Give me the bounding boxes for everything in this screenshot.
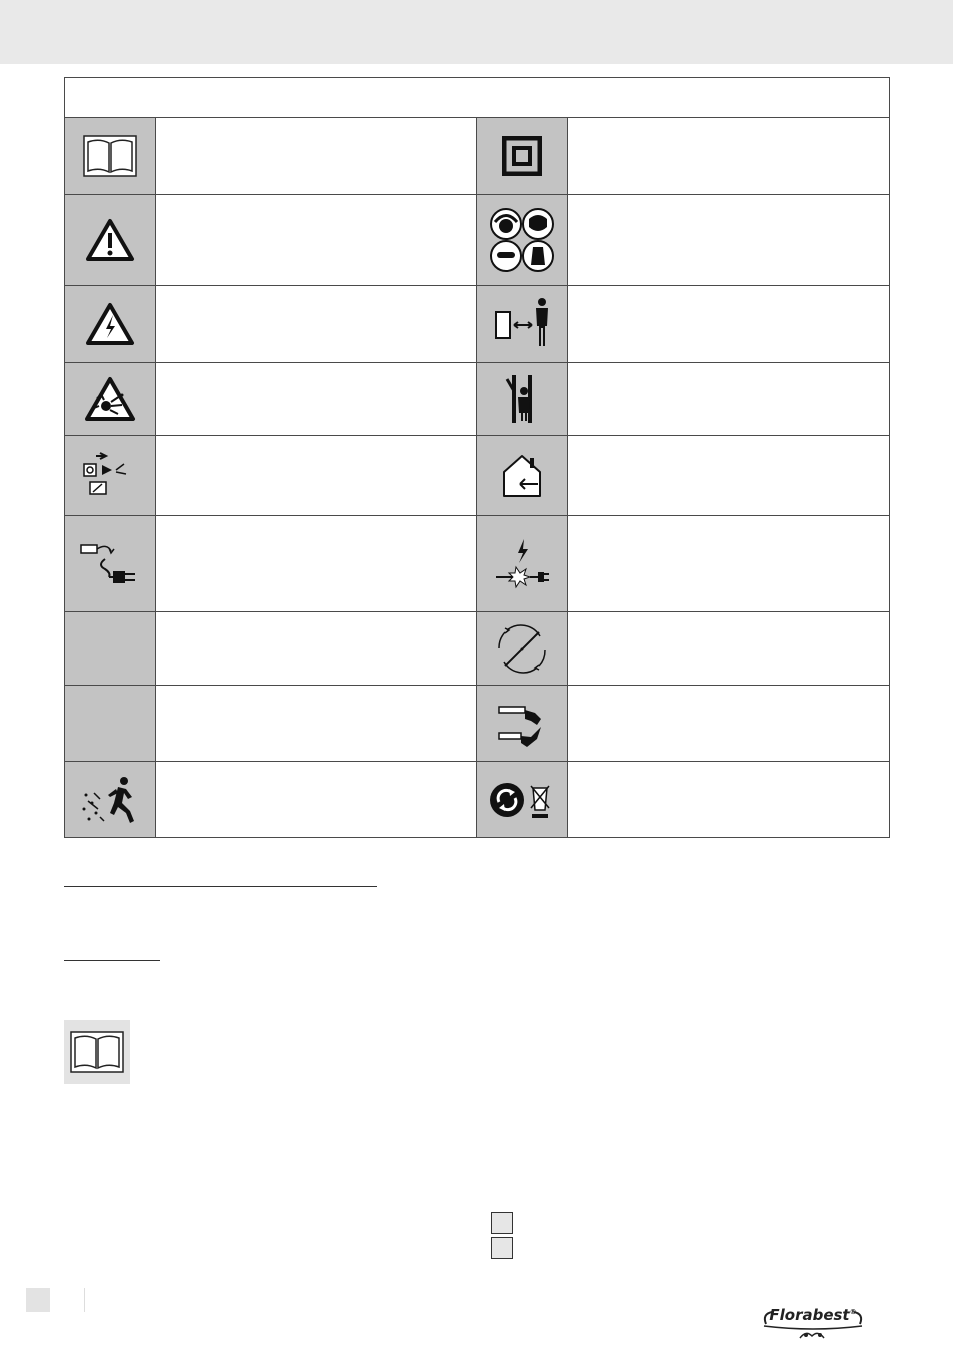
page-number-tab bbox=[26, 1288, 50, 1312]
table-row-5-right-icon-cell bbox=[477, 436, 567, 516]
table-row-7-right-text bbox=[568, 612, 889, 686]
table-row-3-right-icon-cell bbox=[477, 286, 567, 363]
keep-distance-icon bbox=[492, 296, 552, 352]
table-row-7-right-icon-cell bbox=[477, 612, 567, 686]
table-row-4-left-text bbox=[156, 363, 476, 436]
table-row-3-left-text bbox=[156, 286, 476, 363]
table-row-5-left-icon-cell bbox=[65, 436, 155, 516]
table-row-4-right-icon-cell bbox=[477, 363, 567, 436]
electric-shock-warning-icon bbox=[85, 302, 135, 346]
table-row-7-left-icon-cell bbox=[65, 612, 155, 686]
recycling-disposal-icon bbox=[489, 780, 555, 820]
page-footer-divider bbox=[84, 1288, 85, 1312]
slip-fall-hazard-icon bbox=[80, 775, 140, 825]
checkbox[interactable] bbox=[491, 1212, 513, 1234]
keep-children-away-icon bbox=[502, 373, 542, 425]
damaged-cable-hazard-icon bbox=[494, 537, 550, 591]
table-row-6-left-icon-cell bbox=[65, 516, 155, 612]
table-row-2-left-text bbox=[156, 195, 476, 286]
symbols-table-header bbox=[65, 78, 889, 118]
table-row-6-right-text bbox=[568, 516, 889, 612]
table-row-3-right-text bbox=[568, 286, 889, 363]
page-top-band bbox=[0, 0, 953, 64]
table-row-6-left-text bbox=[156, 516, 476, 612]
florabest-logo bbox=[760, 1302, 866, 1342]
disconnect-before-maintenance-icon bbox=[82, 450, 138, 502]
table-row-8-right-icon-cell bbox=[477, 686, 567, 762]
section-heading-underline bbox=[64, 886, 377, 887]
symbols-table bbox=[64, 77, 890, 838]
table-row-6-right-icon-cell bbox=[477, 516, 567, 612]
subsection-heading-underline bbox=[64, 960, 160, 961]
table-row-4-left-icon-cell bbox=[65, 363, 155, 436]
table-row-9-left-text bbox=[156, 762, 476, 837]
cutting-hazard-hands-icon bbox=[497, 699, 547, 749]
table-row-8-right-text bbox=[568, 686, 889, 762]
table-row-8-left-text bbox=[156, 686, 476, 762]
wear-protective-equipment-icon bbox=[489, 207, 555, 273]
table-row-5-left-text bbox=[156, 436, 476, 516]
table-row-9-right-icon-cell bbox=[477, 762, 567, 837]
table-row-4-right-text bbox=[568, 363, 889, 436]
table-row-2-right-text bbox=[568, 195, 889, 286]
table-row-1-left-icon-cell bbox=[65, 118, 155, 195]
table-row-1-right-icon-cell bbox=[477, 118, 567, 195]
protection-class-ii-icon bbox=[502, 136, 542, 176]
warning-triangle-icon bbox=[85, 218, 135, 262]
table-row-5-right-text bbox=[568, 436, 889, 516]
registered-mark: ® bbox=[849, 1308, 857, 1316]
table-row-3-left-icon-cell bbox=[65, 286, 155, 363]
table-row-9-left-icon-cell bbox=[65, 762, 155, 837]
do-not-use-in-rain-icon bbox=[500, 452, 544, 500]
table-row-2-right-icon-cell bbox=[477, 195, 567, 286]
brand-name: Florabest bbox=[769, 1306, 850, 1324]
table-row-8-left-icon-cell bbox=[65, 686, 155, 762]
table-row-1-left-text bbox=[156, 118, 476, 195]
table-row-2-left-icon-cell bbox=[65, 195, 155, 286]
manual-icon-box bbox=[64, 1020, 130, 1084]
checkbox[interactable] bbox=[491, 1237, 513, 1259]
unplug-if-cable-damaged-icon bbox=[79, 541, 141, 587]
read-manual-icon bbox=[82, 134, 138, 178]
blades-rotate-icon bbox=[495, 622, 549, 676]
table-row-7-left-text bbox=[156, 612, 476, 686]
table-row-9-right-text bbox=[568, 762, 889, 837]
read-manual-icon bbox=[69, 1030, 125, 1074]
flying-debris-warning-icon bbox=[84, 376, 136, 422]
table-row-1-right-text bbox=[568, 118, 889, 195]
